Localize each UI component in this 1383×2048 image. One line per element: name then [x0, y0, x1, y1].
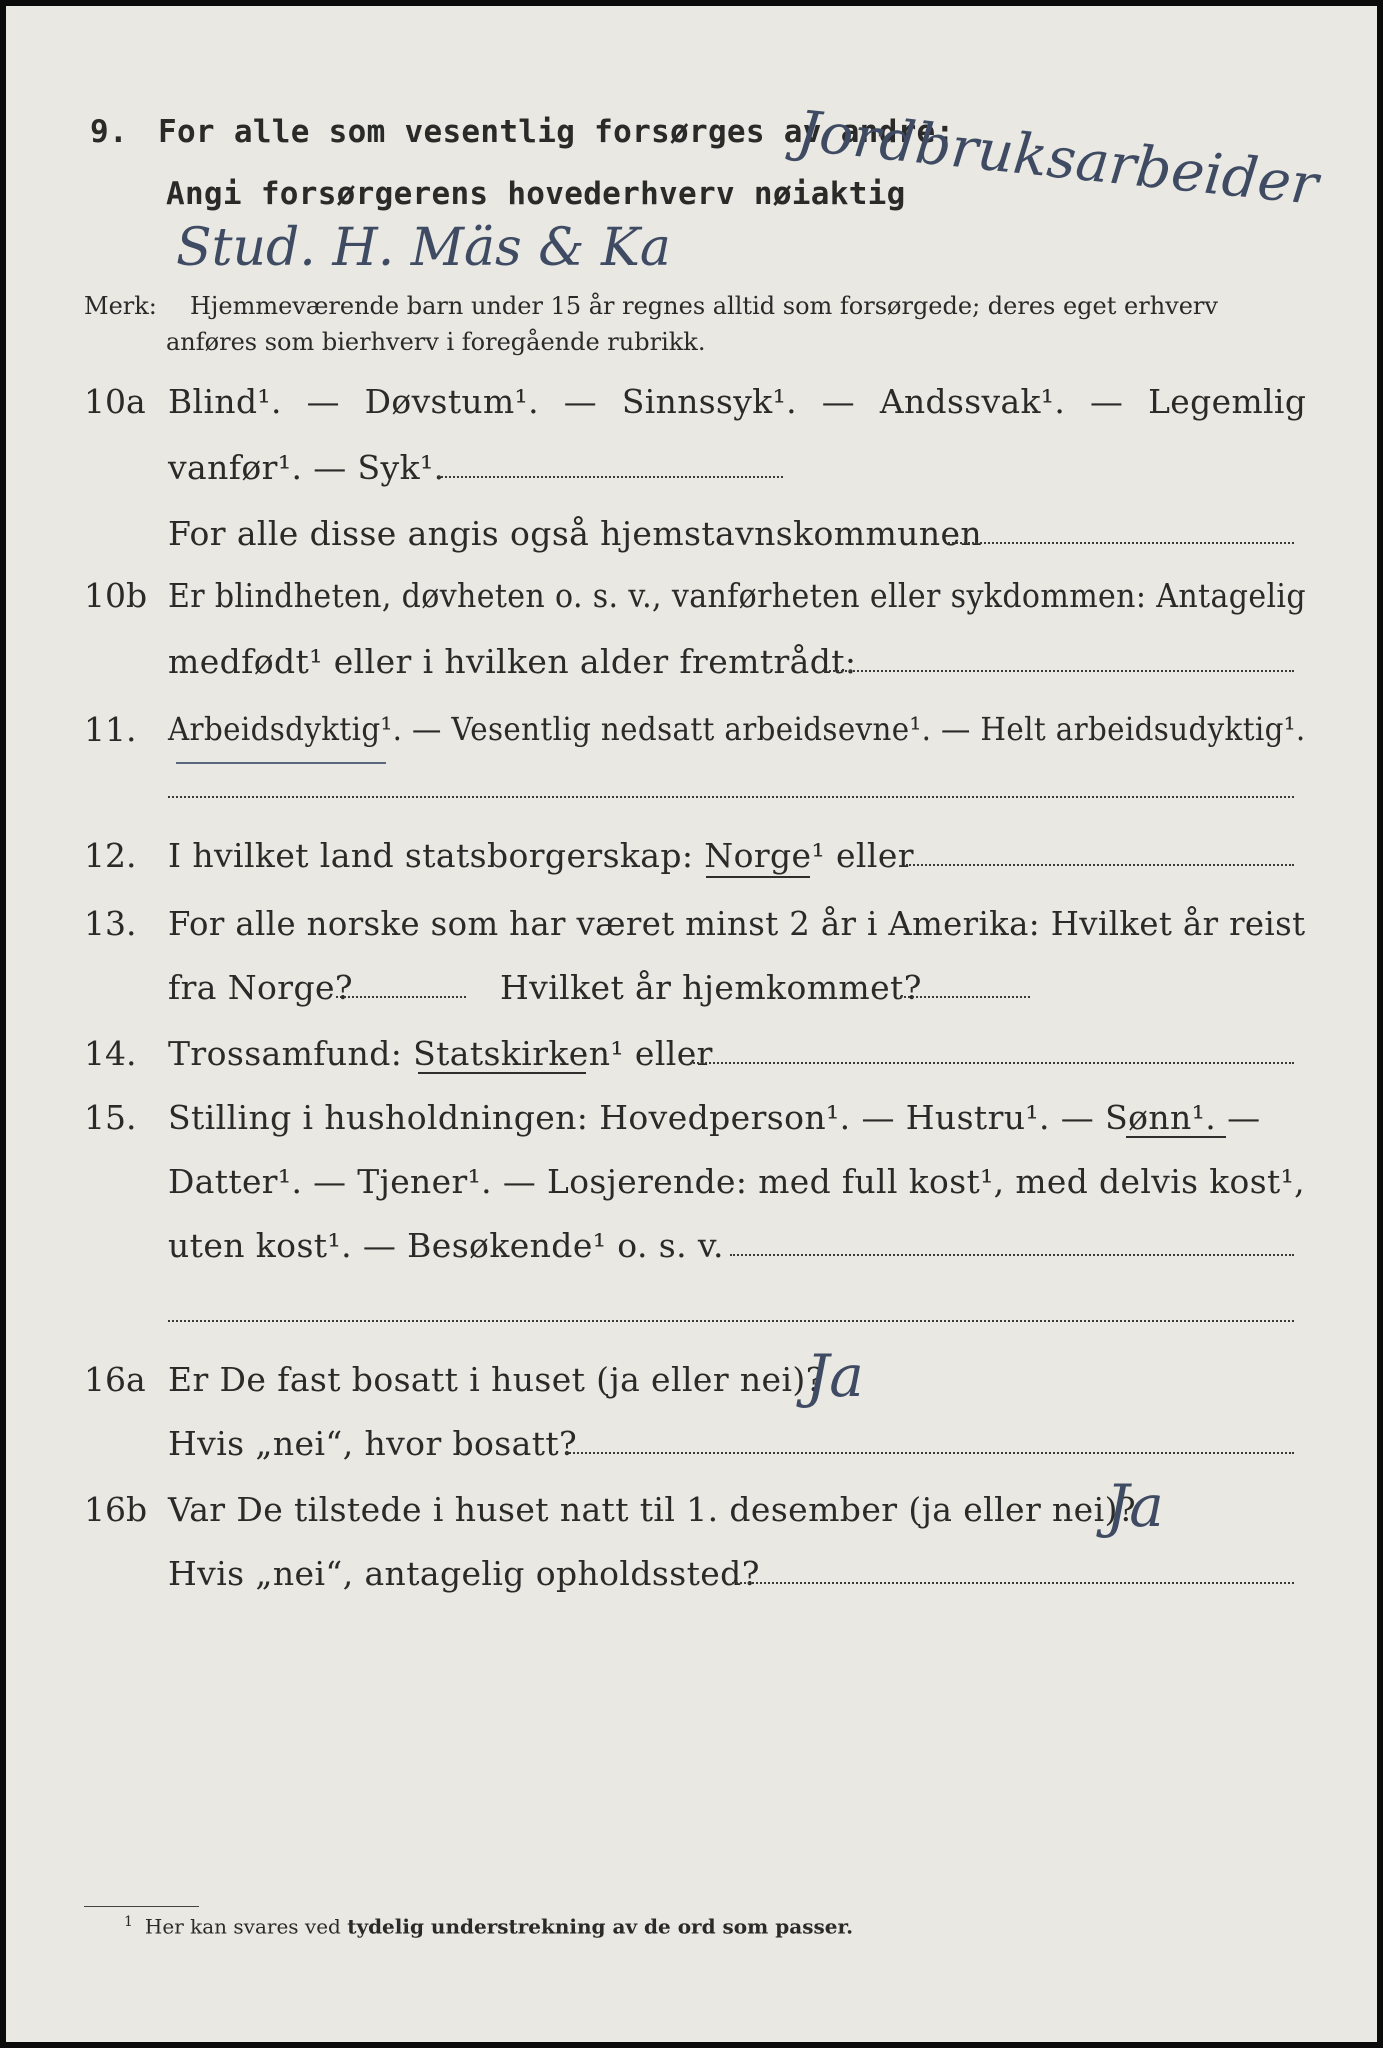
q9-answer-occupation: Jordbruksarbeider [794, 98, 1321, 219]
q13-line2b: Hvilket år hjemkommet? [500, 968, 922, 1007]
q16a-line2: Hvis „nei“, hvor bosatt? [168, 1424, 578, 1463]
note-line1: Hjemmeværende barn under 15 år regnes alltid som forsørgede; deres eget erhverv [190, 292, 1218, 320]
footnote-rule [84, 1906, 199, 1907]
q16a-answer: Ja [806, 1342, 864, 1410]
q14-line1: Trossamfund: Statskirken¹ eller [168, 1034, 713, 1073]
q10b-line2: medfødt¹ eller i hvilken alder fremtrådt: [168, 642, 857, 681]
q16b-dotted-line [732, 1582, 1294, 1584]
q16a-number: 16a [84, 1360, 146, 1399]
q16b-line1: Var De tilstede i huset natt til 1. desember (ja eller nei)? [168, 1490, 1136, 1529]
q10a-line3-dotted [948, 542, 1294, 544]
note-line2: anføres som bierhverv i foregående rubrikk. [166, 328, 706, 356]
q9-line1: For alle som vesentlig forsørges av andre: [158, 114, 955, 150]
q15-line3: uten kost¹. — Besøkende¹ o. s. v. [168, 1226, 724, 1265]
q10a-line2: vanfør¹. — Syk¹. [168, 448, 445, 487]
q13-dotted-line-b [900, 996, 1030, 998]
q11-number: 11. [84, 710, 137, 749]
q10a-line1: Blind¹. — Døvstum¹. — Sinnssyk¹. — Andssvak¹. — Legemlig [168, 382, 1307, 421]
q15-dotted-line-2 [168, 1320, 1294, 1322]
q15-number: 15. [84, 1098, 137, 1137]
footnote-text-b: tydelig understrekning av de ord som passer. [347, 1914, 854, 1939]
q16b-line2: Hvis „nei“, antagelig opholdssted? [168, 1554, 760, 1593]
q10a-dotted-line [438, 476, 783, 478]
q11-line1: Arbeidsdyktig¹. — Vesentlig nedsatt arbeidsevne¹. — Helt arbeidsudyktig¹. [168, 710, 1306, 748]
footnote-marker: 1 [124, 1914, 133, 1930]
q13-number: 13. [84, 904, 137, 943]
q10b-dotted-line [822, 670, 1294, 672]
q16a-dotted-line [566, 1452, 1294, 1454]
q11-dotted-line [168, 796, 1294, 798]
q10a-number: 10a [84, 382, 146, 421]
q10a-line3: For alle disse angis også hjemstavnskommunen [168, 514, 983, 553]
q13-line1: For alle norske som har været minst 2 år i Amerika: Hvilket år reist [168, 904, 1306, 943]
footnote [124, 1914, 853, 1939]
q10b-line1: Er blindheten, døvheten o. s. v., vanførheten eller sykdommen: Antagelig [168, 576, 1306, 615]
q14-number: 14. [84, 1034, 137, 1073]
q15-line2: Datter¹. — Tjener¹. — Losjerende: med full kost¹, med delvis kost¹, [168, 1162, 1306, 1201]
q16b-number: 16b [84, 1490, 148, 1529]
q12-answer-underline [706, 876, 810, 878]
q9-answer-place: Stud. H. Mäs & Ka [176, 218, 671, 278]
q15-dotted-line [730, 1254, 1294, 1256]
q13-line2a: fra Norge? [168, 968, 354, 1007]
q10b-number: 10b [84, 576, 148, 615]
q16a-line1: Er De fast bosatt i huset (ja eller nei)? [168, 1360, 824, 1399]
note-label: Merk: [84, 292, 157, 320]
q12-line1: I hvilket land statsborgerskap: Norge¹ eller [168, 836, 914, 875]
q9-line2: Angi forsørgerens hovederhverv nøiaktig [166, 176, 906, 212]
q11-answer-underline [176, 762, 386, 764]
q15-answer-underline [1126, 1136, 1226, 1138]
q16b-answer: Ja [1106, 1472, 1164, 1540]
q14-answer-underline [418, 1072, 586, 1074]
footnote-text-a: Her kan svares ved [144, 1914, 348, 1939]
q9-number: 9. [90, 114, 128, 150]
q12-number: 12. [84, 836, 137, 875]
q14-dotted-line [690, 1062, 1294, 1064]
q13-dotted-line-a [336, 996, 466, 998]
q15-line1: Stilling i husholdningen: Hovedperson¹. — Hustru¹. — Sønn¹. — [168, 1098, 1261, 1137]
q12-dotted-line [906, 864, 1294, 866]
